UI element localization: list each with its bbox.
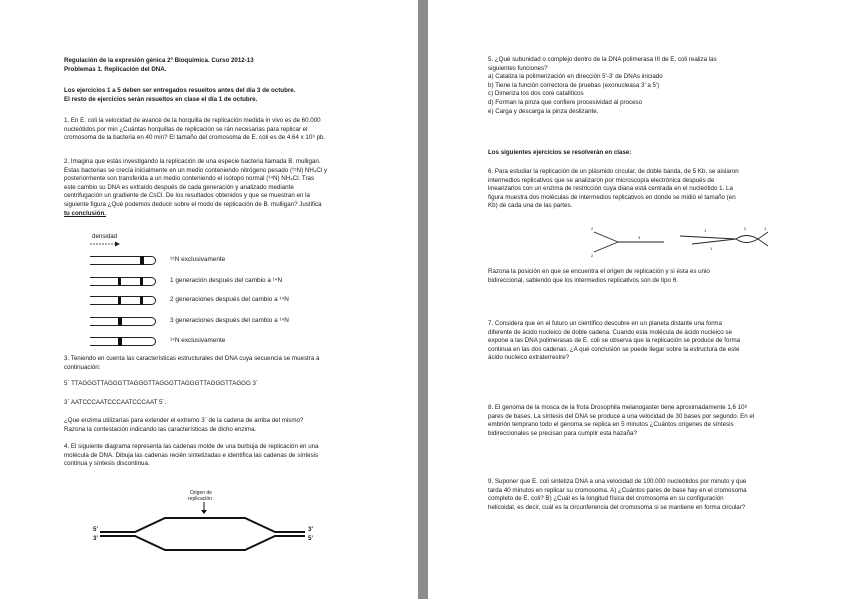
dna-band (118, 317, 122, 326)
question-8-line: 8. El genoma de la mosca de la fruta Drosophila melanogaster tiene aproximadamente 1,6 10⁸ (488, 404, 748, 411)
strand-end-label: 5' (308, 535, 313, 542)
question-7-line: expone a las DNA polimerasas de E. coli se observa que la replicación se produce de forma (488, 337, 741, 345)
problem-set-title: Problemas 1. Replicación del DNA. (64, 66, 167, 73)
question-6-line: 6. Para estudiar la replicación de un plásmido circular, de doble banda, de 5 Kb, se aislaron (488, 168, 739, 175)
svg-text:2: 2 (744, 226, 747, 231)
question-5-option: e) Carga y descarga la pinza deslizante. (488, 107, 599, 115)
question-5-option: b) Tiene la función correctora de pruebas (exonucleasa 3' a 5') (488, 81, 660, 89)
question-1 (64, 117, 325, 143)
question-4-line: 4. El siguiente diagrama representa las cadenas molde de una burbuja de replicación en una (64, 443, 319, 450)
question-6-line: Kb) de cada una de las partes. (488, 202, 573, 210)
question-5-option: c) Dimeriza los dos core catalíticos (488, 90, 584, 98)
question-9 (488, 478, 747, 512)
tube-label: 2 generaciones después del cambio a ¹⁴N (170, 296, 289, 303)
question-3-line: ¿Que enzima utilizarías para extender el extremo 3´ de la cadena de arriba del mismo? (64, 417, 304, 424)
question-3-line: continuación: (64, 363, 101, 371)
question-7-line: diferente de ácido nucleico de doble cadena. Cuando esta molécula de ácido nucleico se (488, 328, 732, 336)
svg-text:2: 2 (591, 253, 594, 258)
strand-end-label: 5' (93, 526, 98, 533)
question-2-line: centrifugación un gradiente de CsCl. De los resultados obtenidos y que se muestran en la (64, 192, 310, 200)
question-9-line: tarda 40 minutos en replicar su cromosoma. A) ¿Cuántos pares de base hay en el cromosoma (488, 486, 747, 494)
question-9-line: helicoidal, es decir, cuál es la circunferencia del cromosoma si se mantiene en forma circular? (488, 503, 746, 511)
delivery-notice-line-1: Los ejercicios 1 a 5 deben ser entregados resueltos antes del día 3 de octubre. (64, 87, 296, 94)
question-3-line: Razona la contestación indicando las características de dicho enzima. (64, 425, 257, 433)
question-6-line: linearizarlos con un enzima de restricción cuya diana está centrada en el nucleótido 1. La (488, 185, 733, 193)
question-6-followup (488, 268, 710, 285)
question-7-line: 7. Considera que en el futuro un científico descubre en un planeta distante una forma (488, 320, 722, 327)
replication-bubble-diagram (90, 502, 320, 562)
tube-label: ¹⁴N exclusivamente (170, 337, 226, 344)
question-2-line: posteriormente son transferida a un medio conteniendo el isótopo normal (¹⁴N) NH₄Cl. Tras (64, 175, 315, 183)
strand-end-label: 3' (308, 526, 313, 533)
question-6-line: Razona la posición en que se encuentra el origen de replicación y si ésta es unio (488, 268, 710, 275)
dna-band (140, 277, 143, 286)
question-1-line: cromosoma de la bacteria en 40 min? El tamaño del cromosoma de E. coli es de 4.64 x 10⁶ pb. (64, 134, 326, 142)
question-4-line: molécula de DNA. Dibuja las cadenas recién sintetizadas e identifica las cadenas de síntesis (64, 451, 319, 459)
origin-label: replicación (188, 496, 212, 502)
dna-band (118, 337, 122, 346)
question-3-prompt (64, 417, 303, 434)
gradient-tube (90, 317, 156, 326)
question-9-line: completo de E. coli? B) ¿Cuál es la longitud física del cromosoma en su configuración (488, 495, 724, 503)
tube-label: 3 generaciones después del cambio a ¹⁴N (170, 317, 289, 324)
dna-band (140, 296, 143, 305)
question-5-line: 5. ¿Qué subunidad o complejo dentro de la DNA polimerasa III de E. coli realiza las (488, 56, 717, 63)
question-7 (488, 320, 740, 363)
density-label: densidad (92, 233, 118, 240)
dna-band (118, 277, 121, 286)
dna-band (140, 256, 144, 265)
question-3 (64, 355, 319, 372)
section-heading: Los siguientes ejercicios se resolverán en clase: (488, 149, 632, 156)
dna-band (118, 296, 121, 305)
svg-text:1: 1 (704, 228, 707, 233)
question-1-line: 1. En E. coli la velocidad de avance de la horquilla de replicación medida in vivo es de 60.000 (64, 117, 321, 124)
question-6 (488, 168, 739, 211)
left-document-page (0, 0, 418, 599)
delivery-notice-line-2: El resto de ejercicios serán resueltos en clase el día 1 de octubre. (64, 96, 258, 103)
svg-text:1: 1 (764, 226, 767, 231)
sequence-top-strand: 5´ TTAGGGTTAGGGTTAGGGTTAGGGTTAGGGTTAGGGTTAGGG 3´ (64, 380, 258, 387)
gradient-tube (90, 256, 156, 265)
question-8 (488, 404, 754, 438)
question-7-line: continua en las dos cadenas. ¿A qué conclusión se puede llegar sobre la estructura de este (488, 345, 740, 353)
question-8-line: bidireccionales se precisan para cumplir esta hazaña? (488, 429, 637, 437)
gradient-tube (90, 337, 156, 346)
course-title: Regulación de la expresión génica 2º Bioquímica. Curso 2012-13 (64, 57, 254, 64)
question-7-line: ácido nucleico extraterrestre? (488, 354, 570, 362)
sequence-bottom-strand: 3´ AATCCCAATCCCAATCCCAAT 5´. (64, 399, 167, 406)
question-2-line: este cambio su DNA es extraído después de cada generación y analizado mediante (64, 183, 294, 191)
question-2-line: Estas bacterias se crecía inicialmente en un medio conteniendo nitrógeno pesado (¹⁵N) NH₄Cl y (64, 166, 328, 174)
density-arrow-icon (90, 241, 120, 247)
replicative-intermediate-1 (588, 222, 668, 262)
gradient-tube (90, 296, 156, 305)
right-document-page (428, 0, 848, 599)
tube-label: ¹⁵N exclusivamente (170, 256, 226, 263)
question-5-line: siguientes funciones? (488, 64, 548, 72)
gradient-tube (90, 277, 156, 286)
question-1-line: nucleótidos por min ¿Cuántas horquillas de replicación se rán necesarias para replicar el (64, 125, 308, 133)
question-9-line: 9. Suponer que E. coli sintetiza DNA a una velocidad de 100.000 nucleótidos por minuto y que (488, 478, 747, 485)
question-2-line: tu conclusión. (64, 209, 106, 217)
question-6-line: bidireccional, sabiendo que los intermedios replicativos son de tipo θ. (488, 276, 678, 284)
question-2 (64, 158, 327, 218)
question-4 (64, 443, 319, 469)
question-3-line: 3. Teniendo en cuenta las características estructurales del DNA cuya secuencia se muestra a (64, 355, 320, 362)
svg-text:1: 1 (710, 246, 713, 251)
question-5 (488, 56, 717, 116)
question-2-line: siguiente figura ¿Qué podemos deducir sobre el modo de replicación de B. mulligan? Justifica (64, 200, 322, 208)
svg-text:2: 2 (591, 226, 594, 231)
question-5-option: a) Cataliza la polimerización en dirección 5'-3' de DNAs iniciado (488, 73, 663, 81)
question-6-line: figura muestra dos moléculas de intermedios replicativos en donde se midió el tamaño (en (488, 193, 736, 201)
svg-text:3: 3 (638, 235, 641, 240)
question-8-line: embrión temprano todo el genoma se replica en 5 minutos ¿Cuántos orígenes de síntesis (488, 421, 734, 429)
question-6-line: intermedios replicativos que se analizaron por microscopía electrónica después de (488, 176, 715, 184)
replicative-intermediate-2 (676, 222, 771, 262)
question-8-line: pares de bases. La síntesis del DNA se produce a una velocidad de 30 bases por segundo. En el (488, 412, 755, 420)
question-2-line: 2. Imagina que estás investigando la replicación de una especie bacteria llamada B. mulligan. (64, 158, 321, 165)
question-4-line: continua y síntesis discontinua. (64, 460, 150, 468)
tube-label: 1 generación después del cambio a ¹⁴N (170, 277, 283, 284)
question-5-option: d) Forman la pinza que confiere procesividad al proceso (488, 98, 643, 106)
origin-label: Origen de (190, 490, 212, 496)
strand-end-label: 3' (93, 535, 98, 542)
